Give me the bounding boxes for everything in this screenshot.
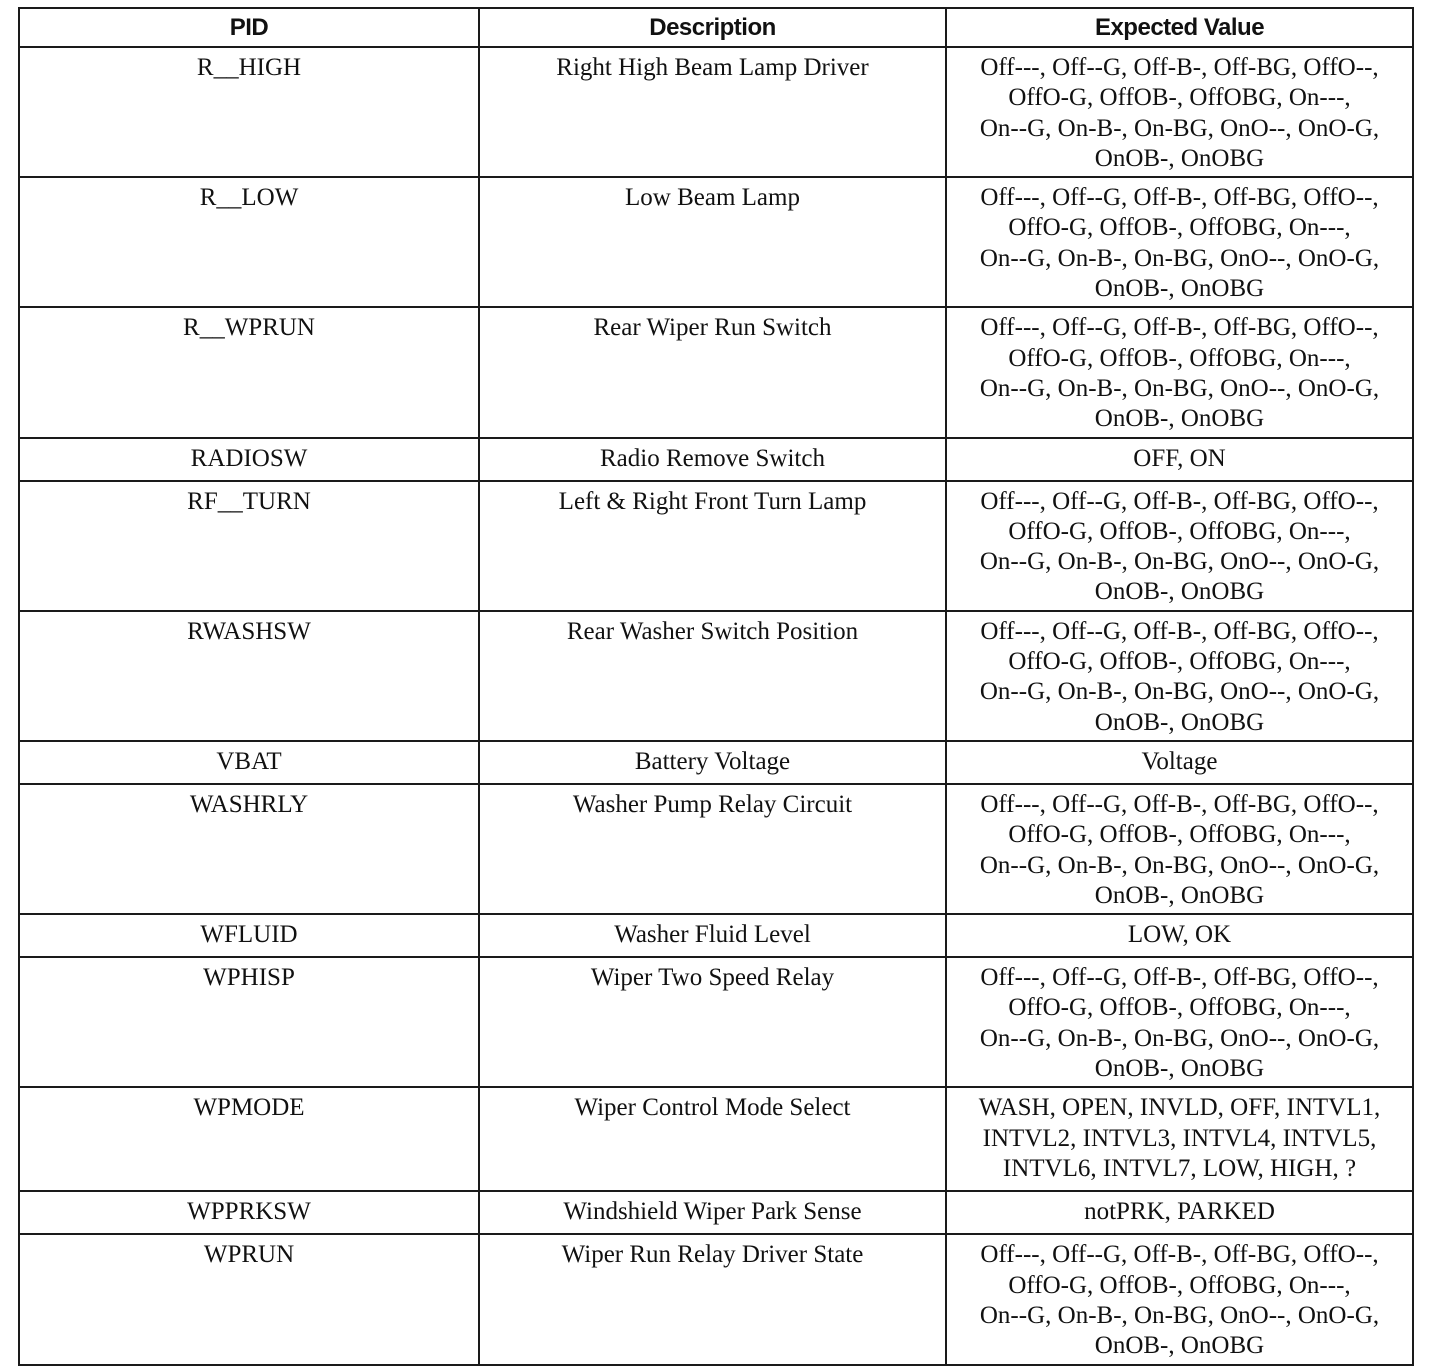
expected-value-line: OnOB-, OnOBG <box>1094 708 1265 736</box>
expected-value-line: WASH, OPEN, INVLD, OFF, INTVL1, <box>978 1094 1381 1122</box>
expected-value-line: Voltage <box>1141 747 1218 775</box>
expected-value-cell <box>946 784 1413 914</box>
expected-value-line: OnOB-, OnOBG <box>1094 578 1265 606</box>
table-row <box>19 481 1413 611</box>
description-cell: Left & Right Front Turn Lamp <box>479 481 946 611</box>
expected-value-line: notPRK, PARKED <box>1084 1198 1275 1226</box>
header-row <box>19 8 1413 47</box>
expected-value-cell <box>946 1234 1413 1364</box>
expected-value-line: Off---, Off--G, Off-B-, Off-BG, OffO--, <box>980 314 1379 342</box>
expected-value-line: LOW, OK <box>1127 921 1232 949</box>
expected-value-cell <box>946 307 1413 437</box>
expected-value-line: Off---, Off--G, Off-B-, Off-BG, OffO--, <box>980 617 1379 645</box>
expected-value-line: OffO-G, OffOB-, OffOBG, On---, <box>1008 994 1351 1022</box>
expected-value-line: Off---, Off--G, Off-B-, Off-BG, OffO--, <box>980 487 1379 515</box>
pid-cell: WPHISP <box>19 957 479 1087</box>
pid-cell: WPPRKSW <box>19 1191 479 1234</box>
description-cell: Radio Remove Switch <box>479 438 946 481</box>
column-header-description: Description <box>479 8 946 47</box>
description-cell: Rear Wiper Run Switch <box>479 307 946 437</box>
expected-value-cell <box>946 438 1413 481</box>
pid-cell: VBAT <box>19 741 479 784</box>
expected-value-cell <box>946 1087 1413 1191</box>
pid-cell: RF__TURN <box>19 481 479 611</box>
pid-cell: R__WPRUN <box>19 307 479 437</box>
description-cell: Washer Fluid Level <box>479 914 946 957</box>
expected-value-line: Off---, Off--G, Off-B-, Off-BG, OffO--, <box>980 184 1379 212</box>
expected-value-line: Off---, Off--G, Off-B-, Off-BG, OffO--, <box>980 964 1379 992</box>
table-row <box>19 957 1413 1087</box>
pid-cell: WFLUID <box>19 914 479 957</box>
pid-cell: WPRUN <box>19 1234 479 1364</box>
expected-value-line: On--G, On-B-, On-BG, OnO--, OnO-G, <box>979 548 1380 576</box>
table-row <box>19 177 1413 307</box>
description-cell: Low Beam Lamp <box>479 177 946 307</box>
expected-value-line: OnOB-, OnOBG <box>1094 881 1265 909</box>
expected-value-cell <box>946 47 1413 177</box>
description-cell: Rear Washer Switch Position <box>479 611 946 741</box>
pid-table <box>18 7 1414 1366</box>
expected-value-line: OffO-G, OffOB-, OffOBG, On---, <box>1008 517 1351 545</box>
expected-value-cell <box>946 611 1413 741</box>
expected-value-line: OnOB-, OnOBG <box>1094 1332 1265 1360</box>
expected-value-cell <box>946 957 1413 1087</box>
expected-value-line: OnOB-, OnOBG <box>1094 275 1265 303</box>
expected-value-line: On--G, On-B-, On-BG, OnO--, OnO-G, <box>979 114 1380 142</box>
expected-value-line: INTVL6, INTVL7, LOW, HIGH, ? <box>1002 1154 1357 1182</box>
column-header-expected-value: Expected Value <box>946 8 1413 47</box>
description-cell: Wiper Run Relay Driver State <box>479 1234 946 1364</box>
expected-value-cell <box>946 177 1413 307</box>
expected-value-line: OnOB-, OnOBG <box>1094 405 1265 433</box>
expected-value-cell <box>946 741 1413 784</box>
expected-value-line: On--G, On-B-, On-BG, OnO--, OnO-G, <box>979 244 1380 272</box>
expected-value-line: On--G, On-B-, On-BG, OnO--, OnO-G, <box>979 851 1380 879</box>
table-row <box>19 1234 1413 1364</box>
expected-value-line: OffO-G, OffOB-, OffOBG, On---, <box>1008 214 1351 242</box>
table-row <box>19 741 1413 784</box>
pid-cell: R__HIGH <box>19 47 479 177</box>
expected-value-line: On--G, On-B-, On-BG, OnO--, OnO-G, <box>979 1301 1380 1329</box>
pid-cell: RADIOSW <box>19 438 479 481</box>
pid-cell: WASHRLY <box>19 784 479 914</box>
column-header-pid: PID <box>19 8 479 47</box>
table-row <box>19 611 1413 741</box>
expected-value-line: Off---, Off--G, Off-B-, Off-BG, OffO--, <box>980 1241 1379 1269</box>
description-cell: Wiper Control Mode Select <box>479 1087 946 1191</box>
expected-value-line: OffO-G, OffOB-, OffOBG, On---, <box>1008 84 1351 112</box>
table-row <box>19 784 1413 914</box>
table-row <box>19 307 1413 437</box>
expected-value-line: INTVL2, INTVL3, INTVL4, INTVL5, <box>982 1124 1377 1152</box>
expected-value-line: OnOB-, OnOBG <box>1094 1055 1265 1083</box>
table-body <box>19 47 1413 1365</box>
expected-value-line: OFF, ON <box>1133 444 1226 472</box>
table-row <box>19 47 1413 177</box>
expected-value-line: OffO-G, OffOB-, OffOBG, On---, <box>1008 821 1351 849</box>
description-cell: Windshield Wiper Park Sense <box>479 1191 946 1234</box>
expected-value-cell <box>946 1191 1413 1234</box>
expected-value-line: On--G, On-B-, On-BG, OnO--, OnO-G, <box>979 1024 1380 1052</box>
expected-value-cell <box>946 914 1413 957</box>
expected-value-line: OffO-G, OffOB-, OffOBG, On---, <box>1008 344 1351 372</box>
pid-cell: WPMODE <box>19 1087 479 1191</box>
expected-value-line: Off---, Off--G, Off-B-, Off-BG, OffO--, <box>980 54 1379 81</box>
table-row <box>19 1087 1413 1191</box>
table-row <box>19 438 1413 481</box>
description-cell: Washer Pump Relay Circuit <box>479 784 946 914</box>
expected-value-cell <box>946 481 1413 611</box>
description-cell: Wiper Two Speed Relay <box>479 957 946 1087</box>
table-row <box>19 914 1413 957</box>
expected-value-line: On--G, On-B-, On-BG, OnO--, OnO-G, <box>979 374 1380 402</box>
expected-value-line: OffO-G, OffOB-, OffOBG, On---, <box>1008 1271 1351 1299</box>
expected-value-line: On--G, On-B-, On-BG, OnO--, OnO-G, <box>979 678 1380 706</box>
description-cell: Battery Voltage <box>479 741 946 784</box>
expected-value-line: OnOB-, OnOBG <box>1094 144 1265 172</box>
expected-value-line: OffO-G, OffOB-, OffOBG, On---, <box>1008 648 1351 676</box>
pid-cell: R__LOW <box>19 177 479 307</box>
description-cell: Right High Beam Lamp Driver <box>479 47 946 177</box>
table-header <box>19 8 1413 47</box>
table-row <box>19 1191 1413 1234</box>
pid-cell: RWASHSW <box>19 611 479 741</box>
expected-value-line: Off---, Off--G, Off-B-, Off-BG, OffO--, <box>980 790 1379 818</box>
